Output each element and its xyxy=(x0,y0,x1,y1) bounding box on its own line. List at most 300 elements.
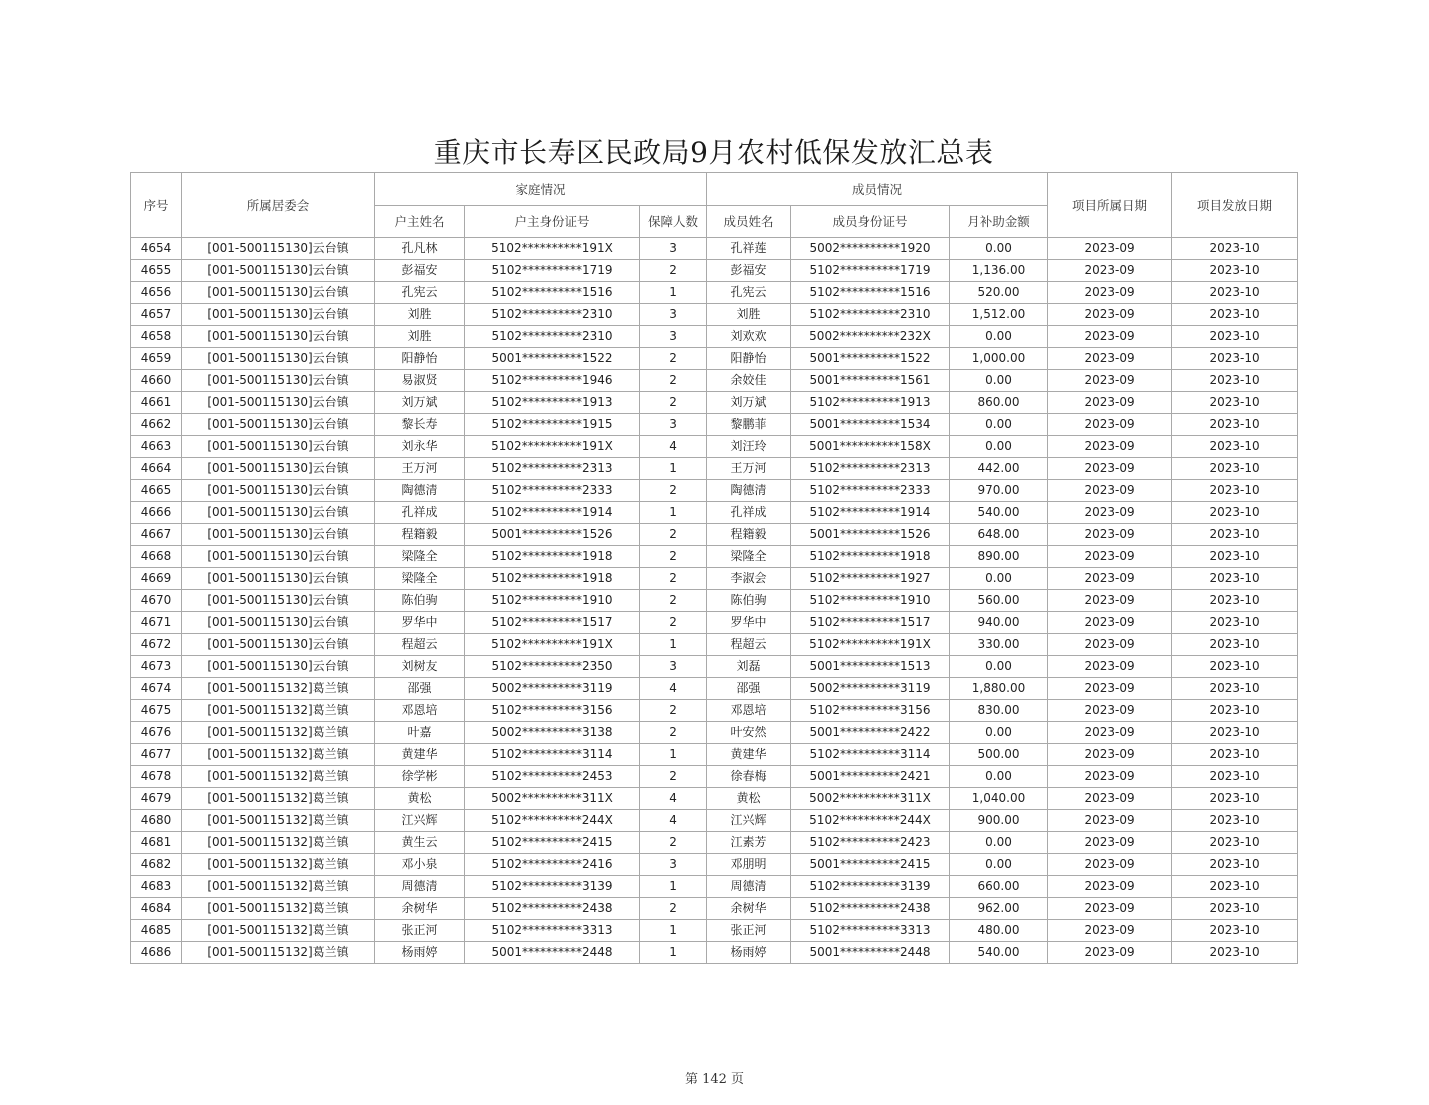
seq-cell: 4656 xyxy=(131,282,182,304)
committee-cell: [001-500115130]云台镇 xyxy=(182,502,375,524)
member-name-cell: 杨雨婷 xyxy=(707,942,791,964)
member-name-cell: 彭福安 xyxy=(707,260,791,282)
householder-name-cell: 邓小泉 xyxy=(375,854,465,876)
table-row xyxy=(131,370,1298,392)
project-date-cell: 2023-09 xyxy=(1048,810,1172,832)
monthly-amount-cell: 540.00 xyxy=(950,502,1048,524)
header-committee: 所属居委会 xyxy=(182,173,375,238)
member-name-cell: 余姣佳 xyxy=(707,370,791,392)
member-name-cell: 邓朋明 xyxy=(707,854,791,876)
committee-cell: [001-500115130]云台镇 xyxy=(182,568,375,590)
table-row xyxy=(131,590,1298,612)
table-row xyxy=(131,304,1298,326)
monthly-amount-cell: 970.00 xyxy=(950,480,1048,502)
householder-id-cell: 5102**********1516 xyxy=(465,282,640,304)
member-id-cell: 5001**********2422 xyxy=(791,722,950,744)
householder-name-cell: 孔祥成 xyxy=(375,502,465,524)
householder-name-cell: 孔凡林 xyxy=(375,238,465,260)
householder-name-cell: 刘永华 xyxy=(375,436,465,458)
table-row xyxy=(131,854,1298,876)
committee-cell: [001-500115130]云台镇 xyxy=(182,590,375,612)
project-date-cell: 2023-09 xyxy=(1048,370,1172,392)
release-date-cell: 2023-10 xyxy=(1172,744,1298,766)
protected-count-cell: 3 xyxy=(640,238,707,260)
committee-cell: [001-500115130]云台镇 xyxy=(182,326,375,348)
householder-name-cell: 程籍毅 xyxy=(375,524,465,546)
member-name-cell: 叶安然 xyxy=(707,722,791,744)
householder-id-cell: 5102**********3114 xyxy=(465,744,640,766)
table-row xyxy=(131,414,1298,436)
project-date-cell: 2023-09 xyxy=(1048,612,1172,634)
member-name-cell: 余树华 xyxy=(707,898,791,920)
householder-name-cell: 张正河 xyxy=(375,920,465,942)
protected-count-cell: 3 xyxy=(640,656,707,678)
householder-id-cell: 5102**********3313 xyxy=(465,920,640,942)
householder-name-cell: 江兴辉 xyxy=(375,810,465,832)
table-row xyxy=(131,788,1298,810)
committee-cell: [001-500115130]云台镇 xyxy=(182,392,375,414)
householder-name-cell: 王万河 xyxy=(375,458,465,480)
protected-count-cell: 4 xyxy=(640,788,707,810)
member-id-cell: 5102**********2310 xyxy=(791,304,950,326)
table-row xyxy=(131,392,1298,414)
protected-count-cell: 2 xyxy=(640,524,707,546)
table-row xyxy=(131,700,1298,722)
table-row xyxy=(131,832,1298,854)
member-id-cell: 5001**********2421 xyxy=(791,766,950,788)
release-date-cell: 2023-10 xyxy=(1172,304,1298,326)
committee-cell: [001-500115132]葛兰镇 xyxy=(182,876,375,898)
committee-cell: [001-500115130]云台镇 xyxy=(182,304,375,326)
committee-cell: [001-500115130]云台镇 xyxy=(182,282,375,304)
committee-cell: [001-500115132]葛兰镇 xyxy=(182,744,375,766)
project-date-cell: 2023-09 xyxy=(1048,304,1172,326)
table-row xyxy=(131,546,1298,568)
member-id-cell: 5001**********1526 xyxy=(791,524,950,546)
monthly-amount-cell: 0.00 xyxy=(950,370,1048,392)
protected-count-cell: 1 xyxy=(640,502,707,524)
monthly-amount-cell: 0.00 xyxy=(950,656,1048,678)
member-name-cell: 陶德清 xyxy=(707,480,791,502)
seq-cell: 4674 xyxy=(131,678,182,700)
table-row xyxy=(131,678,1298,700)
table-row xyxy=(131,282,1298,304)
seq-cell: 4666 xyxy=(131,502,182,524)
release-date-cell: 2023-10 xyxy=(1172,678,1298,700)
householder-name-cell: 黎长寿 xyxy=(375,414,465,436)
member-name-cell: 徐春梅 xyxy=(707,766,791,788)
member-name-cell: 刘欢欢 xyxy=(707,326,791,348)
householder-id-cell: 5102**********244X xyxy=(465,810,640,832)
member-id-cell: 5001**********1522 xyxy=(791,348,950,370)
protected-count-cell: 2 xyxy=(640,590,707,612)
member-name-cell: 陈伯驹 xyxy=(707,590,791,612)
monthly-amount-cell: 1,136.00 xyxy=(950,260,1048,282)
householder-id-cell: 5102**********191X xyxy=(465,436,640,458)
seq-cell: 4683 xyxy=(131,876,182,898)
member-name-cell: 程籍毅 xyxy=(707,524,791,546)
member-id-cell: 5102**********3114 xyxy=(791,744,950,766)
monthly-amount-cell: 648.00 xyxy=(950,524,1048,546)
member-id-cell: 5102**********1517 xyxy=(791,612,950,634)
member-name-cell: 孔祥成 xyxy=(707,502,791,524)
committee-cell: [001-500115132]葛兰镇 xyxy=(182,722,375,744)
project-date-cell: 2023-09 xyxy=(1048,326,1172,348)
monthly-amount-cell: 0.00 xyxy=(950,722,1048,744)
committee-cell: [001-500115130]云台镇 xyxy=(182,634,375,656)
protected-count-cell: 3 xyxy=(640,326,707,348)
header-member-group: 成员情况 xyxy=(707,173,1048,206)
monthly-amount-cell: 520.00 xyxy=(950,282,1048,304)
householder-id-cell: 5102**********1913 xyxy=(465,392,640,414)
householder-id-cell: 5002**********3119 xyxy=(465,678,640,700)
householder-name-cell: 阳静怡 xyxy=(375,348,465,370)
release-date-cell: 2023-10 xyxy=(1172,590,1298,612)
seq-cell: 4659 xyxy=(131,348,182,370)
member-name-cell: 阳静怡 xyxy=(707,348,791,370)
member-id-cell: 5001**********2448 xyxy=(791,942,950,964)
committee-cell: [001-500115132]葛兰镇 xyxy=(182,810,375,832)
householder-id-cell: 5102**********2350 xyxy=(465,656,640,678)
monthly-amount-cell: 0.00 xyxy=(950,854,1048,876)
table-row xyxy=(131,612,1298,634)
table-row xyxy=(131,348,1298,370)
protected-count-cell: 2 xyxy=(640,612,707,634)
committee-cell: [001-500115130]云台镇 xyxy=(182,436,375,458)
release-date-cell: 2023-10 xyxy=(1172,458,1298,480)
monthly-amount-cell: 560.00 xyxy=(950,590,1048,612)
project-date-cell: 2023-09 xyxy=(1048,700,1172,722)
committee-cell: [001-500115130]云台镇 xyxy=(182,546,375,568)
householder-name-cell: 杨雨婷 xyxy=(375,942,465,964)
seq-cell: 4670 xyxy=(131,590,182,612)
project-date-cell: 2023-09 xyxy=(1048,766,1172,788)
member-id-cell: 5102**********3139 xyxy=(791,876,950,898)
monthly-amount-cell: 330.00 xyxy=(950,634,1048,656)
release-date-cell: 2023-10 xyxy=(1172,612,1298,634)
householder-name-cell: 梁隆全 xyxy=(375,546,465,568)
project-date-cell: 2023-09 xyxy=(1048,942,1172,964)
release-date-cell: 2023-10 xyxy=(1172,722,1298,744)
member-name-cell: 刘万斌 xyxy=(707,392,791,414)
householder-name-cell: 易淑贤 xyxy=(375,370,465,392)
monthly-amount-cell: 940.00 xyxy=(950,612,1048,634)
seq-cell: 4669 xyxy=(131,568,182,590)
project-date-cell: 2023-09 xyxy=(1048,920,1172,942)
table-body xyxy=(131,238,1298,964)
committee-cell: [001-500115132]葛兰镇 xyxy=(182,898,375,920)
protected-count-cell: 2 xyxy=(640,370,707,392)
seq-cell: 4676 xyxy=(131,722,182,744)
member-name-cell: 张正河 xyxy=(707,920,791,942)
member-id-cell: 5102**********3156 xyxy=(791,700,950,722)
member-name-cell: 黎鹏菲 xyxy=(707,414,791,436)
header-project-date: 项目所属日期 xyxy=(1048,173,1172,238)
release-date-cell: 2023-10 xyxy=(1172,898,1298,920)
monthly-amount-cell: 890.00 xyxy=(950,546,1048,568)
householder-name-cell: 黄松 xyxy=(375,788,465,810)
householder-id-cell: 5102**********2415 xyxy=(465,832,640,854)
release-date-cell: 2023-10 xyxy=(1172,854,1298,876)
release-date-cell: 2023-10 xyxy=(1172,546,1298,568)
table-row xyxy=(131,436,1298,458)
protected-count-cell: 4 xyxy=(640,678,707,700)
member-name-cell: 黄松 xyxy=(707,788,791,810)
householder-id-cell: 5102**********2310 xyxy=(465,304,640,326)
householder-name-cell: 刘树友 xyxy=(375,656,465,678)
householder-name-cell: 余树华 xyxy=(375,898,465,920)
member-id-cell: 5001**********1534 xyxy=(791,414,950,436)
monthly-amount-cell: 0.00 xyxy=(950,414,1048,436)
project-date-cell: 2023-09 xyxy=(1048,854,1172,876)
monthly-amount-cell: 0.00 xyxy=(950,568,1048,590)
householder-id-cell: 5102**********2416 xyxy=(465,854,640,876)
member-name-cell: 梁隆全 xyxy=(707,546,791,568)
committee-cell: [001-500115130]云台镇 xyxy=(182,414,375,436)
monthly-amount-cell: 0.00 xyxy=(950,326,1048,348)
member-id-cell: 5102**********2313 xyxy=(791,458,950,480)
monthly-amount-cell: 0.00 xyxy=(950,238,1048,260)
project-date-cell: 2023-09 xyxy=(1048,502,1172,524)
protected-count-cell: 1 xyxy=(640,920,707,942)
householder-id-cell: 5102**********3139 xyxy=(465,876,640,898)
release-date-cell: 2023-10 xyxy=(1172,502,1298,524)
seq-cell: 4678 xyxy=(131,766,182,788)
householder-id-cell: 5102**********1918 xyxy=(465,568,640,590)
householder-id-cell: 5102**********2333 xyxy=(465,480,640,502)
project-date-cell: 2023-09 xyxy=(1048,436,1172,458)
householder-name-cell: 刘胜 xyxy=(375,304,465,326)
release-date-cell: 2023-10 xyxy=(1172,370,1298,392)
seq-cell: 4672 xyxy=(131,634,182,656)
member-id-cell: 5102**********244X xyxy=(791,810,950,832)
project-date-cell: 2023-09 xyxy=(1048,568,1172,590)
project-date-cell: 2023-09 xyxy=(1048,260,1172,282)
monthly-amount-cell: 480.00 xyxy=(950,920,1048,942)
header-protected-count: 保障人数 xyxy=(640,205,707,238)
member-id-cell: 5002**********1920 xyxy=(791,238,950,260)
project-date-cell: 2023-09 xyxy=(1048,876,1172,898)
protected-count-cell: 1 xyxy=(640,876,707,898)
release-date-cell: 2023-10 xyxy=(1172,480,1298,502)
member-name-cell: 刘汪玲 xyxy=(707,436,791,458)
member-id-cell: 5102**********191X xyxy=(791,634,950,656)
member-name-cell: 程超云 xyxy=(707,634,791,656)
protected-count-cell: 2 xyxy=(640,480,707,502)
member-name-cell: 江素芳 xyxy=(707,832,791,854)
release-date-cell: 2023-10 xyxy=(1172,832,1298,854)
release-date-cell: 2023-10 xyxy=(1172,436,1298,458)
member-name-cell: 孔宪云 xyxy=(707,282,791,304)
project-date-cell: 2023-09 xyxy=(1048,480,1172,502)
householder-name-cell: 邵强 xyxy=(375,678,465,700)
seq-cell: 4677 xyxy=(131,744,182,766)
householder-name-cell: 刘胜 xyxy=(375,326,465,348)
seq-cell: 4673 xyxy=(131,656,182,678)
release-date-cell: 2023-10 xyxy=(1172,920,1298,942)
table-row xyxy=(131,744,1298,766)
monthly-amount-cell: 0.00 xyxy=(950,766,1048,788)
seq-cell: 4686 xyxy=(131,942,182,964)
release-date-cell: 2023-10 xyxy=(1172,810,1298,832)
protected-count-cell: 1 xyxy=(640,634,707,656)
seq-cell: 4657 xyxy=(131,304,182,326)
seq-cell: 4660 xyxy=(131,370,182,392)
project-date-cell: 2023-09 xyxy=(1048,898,1172,920)
householder-name-cell: 黄建华 xyxy=(375,744,465,766)
release-date-cell: 2023-10 xyxy=(1172,568,1298,590)
householder-name-cell: 刘万斌 xyxy=(375,392,465,414)
header-member-name: 成员姓名 xyxy=(707,205,791,238)
project-date-cell: 2023-09 xyxy=(1048,348,1172,370)
header-householder-id: 户主身份证号 xyxy=(465,205,640,238)
table-row xyxy=(131,480,1298,502)
project-date-cell: 2023-09 xyxy=(1048,238,1172,260)
project-date-cell: 2023-09 xyxy=(1048,656,1172,678)
table-row xyxy=(131,920,1298,942)
member-name-cell: 罗华中 xyxy=(707,612,791,634)
committee-cell: [001-500115130]云台镇 xyxy=(182,458,375,480)
member-name-cell: 邓恩培 xyxy=(707,700,791,722)
householder-name-cell: 孔宪云 xyxy=(375,282,465,304)
project-date-cell: 2023-09 xyxy=(1048,678,1172,700)
monthly-amount-cell: 1,040.00 xyxy=(950,788,1048,810)
project-date-cell: 2023-09 xyxy=(1048,282,1172,304)
protected-count-cell: 2 xyxy=(640,722,707,744)
member-name-cell: 江兴辉 xyxy=(707,810,791,832)
committee-cell: [001-500115132]葛兰镇 xyxy=(182,788,375,810)
householder-id-cell: 5102**********2438 xyxy=(465,898,640,920)
protected-count-cell: 2 xyxy=(640,898,707,920)
seq-cell: 4681 xyxy=(131,832,182,854)
table-row xyxy=(131,260,1298,282)
monthly-amount-cell: 442.00 xyxy=(950,458,1048,480)
release-date-cell: 2023-10 xyxy=(1172,788,1298,810)
householder-id-cell: 5102**********1517 xyxy=(465,612,640,634)
committee-cell: [001-500115130]云台镇 xyxy=(182,348,375,370)
householder-name-cell: 徐学彬 xyxy=(375,766,465,788)
release-date-cell: 2023-10 xyxy=(1172,876,1298,898)
householder-name-cell: 彭福安 xyxy=(375,260,465,282)
seq-cell: 4675 xyxy=(131,700,182,722)
seq-cell: 4661 xyxy=(131,392,182,414)
householder-id-cell: 5001**********2448 xyxy=(465,942,640,964)
protected-count-cell: 1 xyxy=(640,282,707,304)
seq-cell: 4680 xyxy=(131,810,182,832)
protected-count-cell: 2 xyxy=(640,766,707,788)
protected-count-cell: 2 xyxy=(640,700,707,722)
seq-cell: 4664 xyxy=(131,458,182,480)
seq-cell: 4684 xyxy=(131,898,182,920)
member-id-cell: 5102**********2438 xyxy=(791,898,950,920)
table-row xyxy=(131,898,1298,920)
member-name-cell: 刘磊 xyxy=(707,656,791,678)
release-date-cell: 2023-10 xyxy=(1172,634,1298,656)
householder-id-cell: 5102**********1910 xyxy=(465,590,640,612)
project-date-cell: 2023-09 xyxy=(1048,744,1172,766)
protected-count-cell: 4 xyxy=(640,810,707,832)
release-date-cell: 2023-10 xyxy=(1172,942,1298,964)
monthly-amount-cell: 0.00 xyxy=(950,436,1048,458)
member-id-cell: 5001**********158X xyxy=(791,436,950,458)
protected-count-cell: 2 xyxy=(640,568,707,590)
monthly-amount-cell: 0.00 xyxy=(950,832,1048,854)
member-id-cell: 5102**********1910 xyxy=(791,590,950,612)
header-householder-name: 户主姓名 xyxy=(375,205,465,238)
householder-id-cell: 5001**********1522 xyxy=(465,348,640,370)
householder-id-cell: 5102**********1915 xyxy=(465,414,640,436)
table-row xyxy=(131,810,1298,832)
member-name-cell: 王万河 xyxy=(707,458,791,480)
release-date-cell: 2023-10 xyxy=(1172,524,1298,546)
monthly-amount-cell: 830.00 xyxy=(950,700,1048,722)
release-date-cell: 2023-10 xyxy=(1172,700,1298,722)
header-release-date: 项目发放日期 xyxy=(1172,173,1298,238)
householder-id-cell: 5102**********2310 xyxy=(465,326,640,348)
project-date-cell: 2023-09 xyxy=(1048,414,1172,436)
header-seq: 序号 xyxy=(131,173,182,238)
committee-cell: [001-500115132]葛兰镇 xyxy=(182,678,375,700)
project-date-cell: 2023-09 xyxy=(1048,590,1172,612)
release-date-cell: 2023-10 xyxy=(1172,392,1298,414)
release-date-cell: 2023-10 xyxy=(1172,326,1298,348)
monthly-amount-cell: 1,880.00 xyxy=(950,678,1048,700)
table-row xyxy=(131,502,1298,524)
project-date-cell: 2023-09 xyxy=(1048,832,1172,854)
householder-id-cell: 5102**********1914 xyxy=(465,502,640,524)
member-id-cell: 5102**********1918 xyxy=(791,546,950,568)
member-id-cell: 5001**********1561 xyxy=(791,370,950,392)
header-member-id: 成员身份证号 xyxy=(791,205,950,238)
page-number: 第 142 页 xyxy=(684,1072,745,1087)
householder-name-cell: 叶嘉 xyxy=(375,722,465,744)
release-date-cell: 2023-10 xyxy=(1172,348,1298,370)
table-row xyxy=(131,766,1298,788)
project-date-cell: 2023-09 xyxy=(1048,458,1172,480)
protected-count-cell: 1 xyxy=(640,942,707,964)
householder-id-cell: 5102**********1946 xyxy=(465,370,640,392)
householder-id-cell: 5102**********191X xyxy=(465,238,640,260)
protected-count-cell: 2 xyxy=(640,348,707,370)
protected-count-cell: 3 xyxy=(640,854,707,876)
householder-id-cell: 5102**********1719 xyxy=(465,260,640,282)
table-row xyxy=(131,942,1298,964)
monthly-amount-cell: 962.00 xyxy=(950,898,1048,920)
protected-count-cell: 1 xyxy=(640,744,707,766)
header-family-group: 家庭情况 xyxy=(375,173,707,206)
member-id-cell: 5102**********3313 xyxy=(791,920,950,942)
member-id-cell: 5001**********2415 xyxy=(791,854,950,876)
release-date-cell: 2023-10 xyxy=(1172,238,1298,260)
householder-id-cell: 5102**********1918 xyxy=(465,546,640,568)
relief-summary-table xyxy=(130,172,1298,964)
member-id-cell: 5102**********1516 xyxy=(791,282,950,304)
seq-cell: 4658 xyxy=(131,326,182,348)
protected-count-cell: 3 xyxy=(640,414,707,436)
protected-count-cell: 4 xyxy=(640,436,707,458)
seq-cell: 4667 xyxy=(131,524,182,546)
header-monthly-amount: 月补助金额 xyxy=(950,205,1048,238)
member-id-cell: 5001**********1513 xyxy=(791,656,950,678)
member-id-cell: 5002**********232X xyxy=(791,326,950,348)
householder-name-cell: 陈伯驹 xyxy=(375,590,465,612)
monthly-amount-cell: 860.00 xyxy=(950,392,1048,414)
project-date-cell: 2023-09 xyxy=(1048,722,1172,744)
monthly-amount-cell: 1,512.00 xyxy=(950,304,1048,326)
seq-cell: 4663 xyxy=(131,436,182,458)
project-date-cell: 2023-09 xyxy=(1048,392,1172,414)
seq-cell: 4685 xyxy=(131,920,182,942)
